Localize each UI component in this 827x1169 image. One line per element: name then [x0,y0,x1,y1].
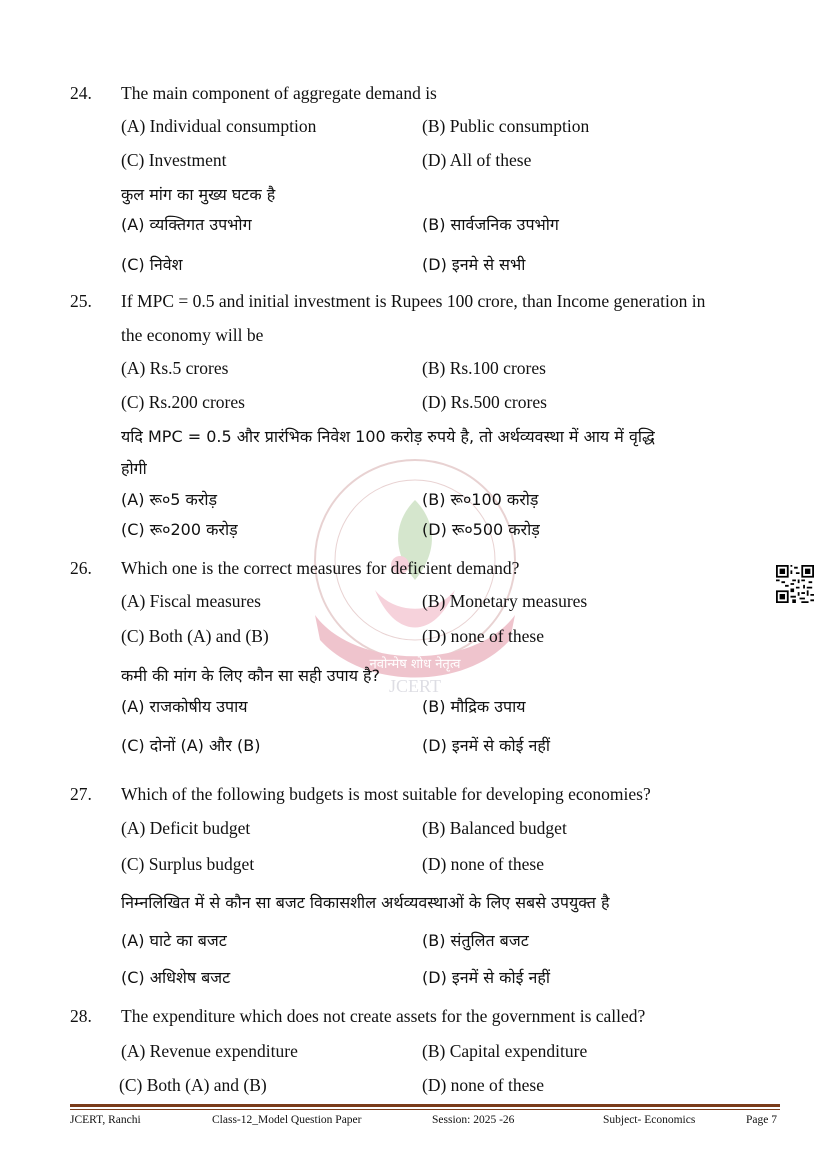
question-24-option-c-hi: (C) निवेश [121,255,183,274]
question-26-option-c-en: (C) Both (A) and (B) [121,626,269,646]
question-27-option-b-hi: (B) संतुलित बजट [422,931,529,950]
question-26-stem-hi: कमी की मांग के लिए कौन सा सही उपाय है? [121,666,381,685]
question-25-option-d-hi: (D) रू०500 करोड़ [422,520,540,539]
question-25-option-b-hi: (B) रू०100 करोड़ [422,490,539,509]
question-24-option-b-en: (B) Public consumption [422,116,590,136]
footer-class: Class-12_Model Question Paper [212,1114,362,1126]
question-28-option-d-en: (D) none of these [422,1075,544,1095]
question-25-stem-en-line1: If MPC = 0.5 and initial investment is Rupees 100 crore, than Income generation in [121,291,706,311]
watermark-org: JCERT [389,676,441,696]
question-24-option-d-en: (D) All of these [422,150,532,170]
footer-rule-thin [70,1109,780,1110]
question-27-option-b-en: (B) Balanced budget [422,818,567,838]
footer-page-number: Page 7 [746,1114,777,1126]
question-25-option-c-en: (C) Rs.200 crores [121,392,245,412]
question-26-option-a-hi: (A) राजकोषीय उपाय [121,697,248,716]
question-25-option-d-en: (D) Rs.500 crores [422,392,547,412]
question-27-option-a-hi: (A) घाटे का बजट [121,931,227,950]
question-24-stem-en: The main component of aggregate demand is [121,83,437,103]
question-27-option-c-en: (C) Surplus budget [121,854,255,874]
question-28-number: 28. [70,1006,92,1026]
footer-rule-thick [70,1104,780,1107]
question-27-option-a-en: (A) Deficit budget [121,818,251,838]
footer-org: JCERT, Ranchi [70,1114,141,1126]
question-25-stem-en-line2: the economy will be [121,325,264,345]
question-27-option-c-hi: (C) अधिशेष बजट [121,968,231,987]
question-24-option-c-en: (C) Investment [121,150,227,170]
question-26-option-a-en: (A) Fiscal measures [121,591,261,611]
question-24-option-d-hi: (D) इनमे से सभी [422,255,526,274]
question-25-number: 25. [70,291,92,311]
question-26-option-d-hi: (D) इनमें से कोई नहीं [422,736,551,755]
question-24-option-a-hi: (A) व्यक्तिगत उपभोग [121,215,252,234]
question-28-option-c-en: (C) Both (A) and (B) [119,1075,267,1095]
question-28-stem-en: The expenditure which does not create assets for the government is called? [121,1006,646,1026]
question-28-option-b-en: (B) Capital expenditure [422,1041,588,1061]
qr-code [776,565,814,603]
question-26-option-c-hi: (C) दोनों (A) और (B) [121,736,261,755]
question-24-option-a-en: (A) Individual consumption [121,116,317,136]
question-26-stem-en: Which one is the correct measures for deficient demand? [121,558,520,578]
question-24-stem-hi: कुल मांग का मुख्य घटक है [121,185,276,204]
question-27-option-d-hi: (D) इनमें से कोई नहीं [422,968,551,987]
watermark-motto: नवोन्मेष शोध नेतृत्व [369,657,461,672]
question-25-stem-hi-line1: यदि MPC = 0.5 और प्रारंभिक निवेश 100 करोड़ रुपये है, तो अर्थव्यवस्था में आय में वृद्धि [121,427,655,446]
question-26-option-b-hi: (B) मौद्रिक उपाय [422,697,526,716]
question-26-option-b-en: (B) Monetary measures [422,591,588,611]
footer-subject: Subject- Economics [603,1114,696,1126]
question-27-option-d-en: (D) none of these [422,854,544,874]
question-27-stem-hi: निम्नलिखित में से कौन सा बजट विकासशील अर्थव्यवस्थाओं के लिए सबसे उपयुक्त है [121,893,610,912]
question-26-number: 26. [70,558,92,578]
footer-session: Session: 2025 -26 [432,1114,515,1126]
question-24-option-b-hi: (B) सार्वजनिक उपभोग [422,215,559,234]
question-25-option-a-hi: (A) रू०5 करोड़ [121,490,218,509]
question-25-stem-hi-line2: होगी [121,459,147,478]
question-28-option-a-en: (A) Revenue expenditure [121,1041,298,1061]
question-25-option-a-en: (A) Rs.5 crores [121,358,229,378]
question-27-stem-en: Which of the following budgets is most suitable for developing economies? [121,784,651,804]
question-26-option-d-en: (D) none of these [422,626,544,646]
question-24-number: 24. [70,83,92,103]
question-27-number: 27. [70,784,92,804]
question-25-option-c-hi: (C) रू०200 करोड़ [121,520,238,539]
question-25-option-b-en: (B) Rs.100 crores [422,358,546,378]
